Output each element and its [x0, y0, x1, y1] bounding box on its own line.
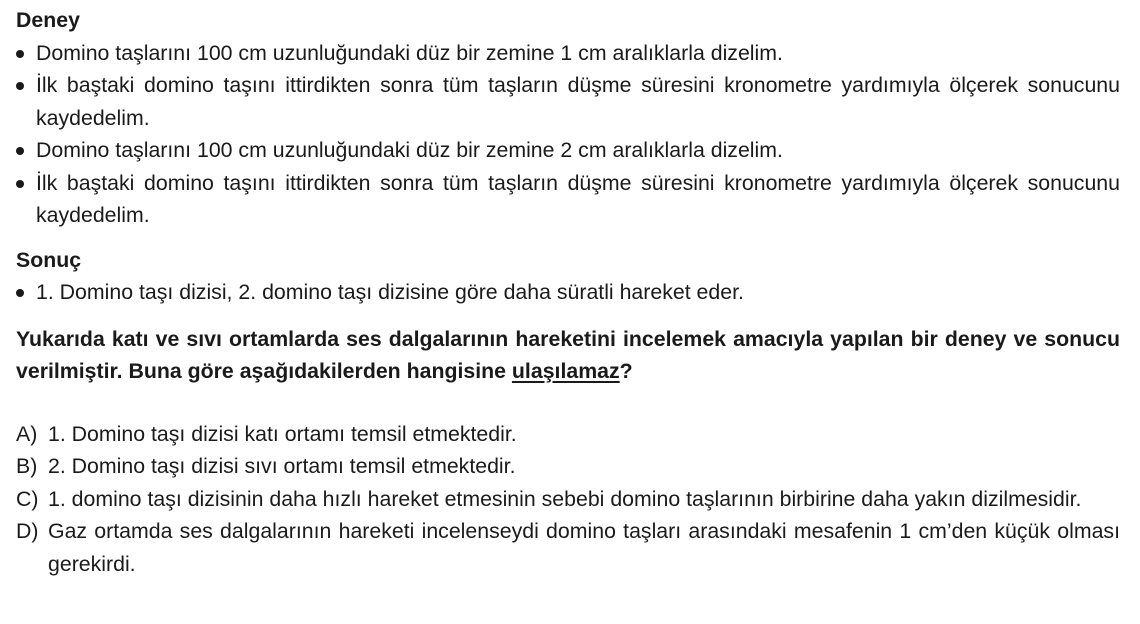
result-items — [16, 276, 1120, 309]
experiment-step — [16, 37, 1120, 70]
answer-option-c[interactable] — [16, 483, 1120, 516]
bullet-icon — [16, 82, 24, 90]
experiment-step-text: Domino taşlarını 100 cm uzunluğundaki düz bir zemine 1 cm aralıklarla dizelim. — [36, 40, 783, 65]
answer-option-d[interactable] — [16, 515, 1120, 580]
option-letter: A) — [16, 421, 38, 446]
option-text: 1. Domino taşı dizisi katı ortamı temsil etmektedir. — [48, 421, 517, 446]
answer-options — [16, 418, 1120, 581]
experiment-title: Deney — [16, 8, 80, 32]
experiment-step — [16, 134, 1120, 167]
bullet-icon — [16, 180, 24, 188]
result-title: Sonuç — [16, 247, 82, 272]
option-text: 1. domino taşı dizisinin daha hızlı hareket etmesinin sebebi domino taşlarının birbirine daha yakın dizilmesidir. — [48, 486, 1082, 511]
experiment-step-text: İlk baştaki domino taşını ittirdikten sonra tüm taşların düşme süresini kronometre yardımıyla ölçerek sonucunu kaydedelim. — [36, 73, 1120, 130]
experiment-steps — [16, 37, 1120, 232]
bullet-icon — [16, 50, 24, 58]
option-letter: C) — [16, 486, 39, 511]
result-item — [16, 276, 1120, 309]
option-text: Gaz ortamda ses dalgalarının hareketi incelenseydi domino taşları arasındaki mesafenin 1 cm’den küçük olması gerekirdi. — [48, 519, 1120, 576]
experiment-step — [16, 69, 1120, 134]
experiment-step — [16, 167, 1120, 232]
bullet-icon — [16, 289, 24, 297]
answer-option-b[interactable] — [16, 450, 1120, 483]
option-letter: B) — [16, 454, 38, 478]
experiment-step-text: İlk baştaki domino taşını ittirdikten sonra tüm taşların düşme süresini kronometre yardımıyla ölçerek sonucunu kaydedelim. — [36, 170, 1120, 227]
answer-option-a[interactable] — [16, 418, 1120, 451]
question-mark: ? — [619, 359, 633, 383]
question-stem — [16, 323, 1120, 388]
question-emphasis: ulaşılamaz — [511, 359, 620, 383]
bullet-icon — [16, 147, 24, 155]
experiment-step-text: Domino taşlarını 100 cm uzunluğundaki düz bir zemine 2 cm aralıklarla dizelim. — [36, 138, 783, 162]
question-text: Yukarıda katı ve sıvı ortamlarda ses dalgalarının hareketini incelemek amacıyla yapılan bir deney ve sonucu verilmiştir. Buna göre aşağıdakilerden hangisine — [16, 326, 1120, 383]
result-item-text: 1. Domino taşı dizisi, 2. domino taşı dizisine göre daha süratli hareket eder. — [36, 280, 744, 304]
option-letter: D) — [16, 519, 39, 543]
option-text: 2. Domino taşı dizisi sıvı ortamı temsil etmektedir. — [48, 454, 516, 478]
